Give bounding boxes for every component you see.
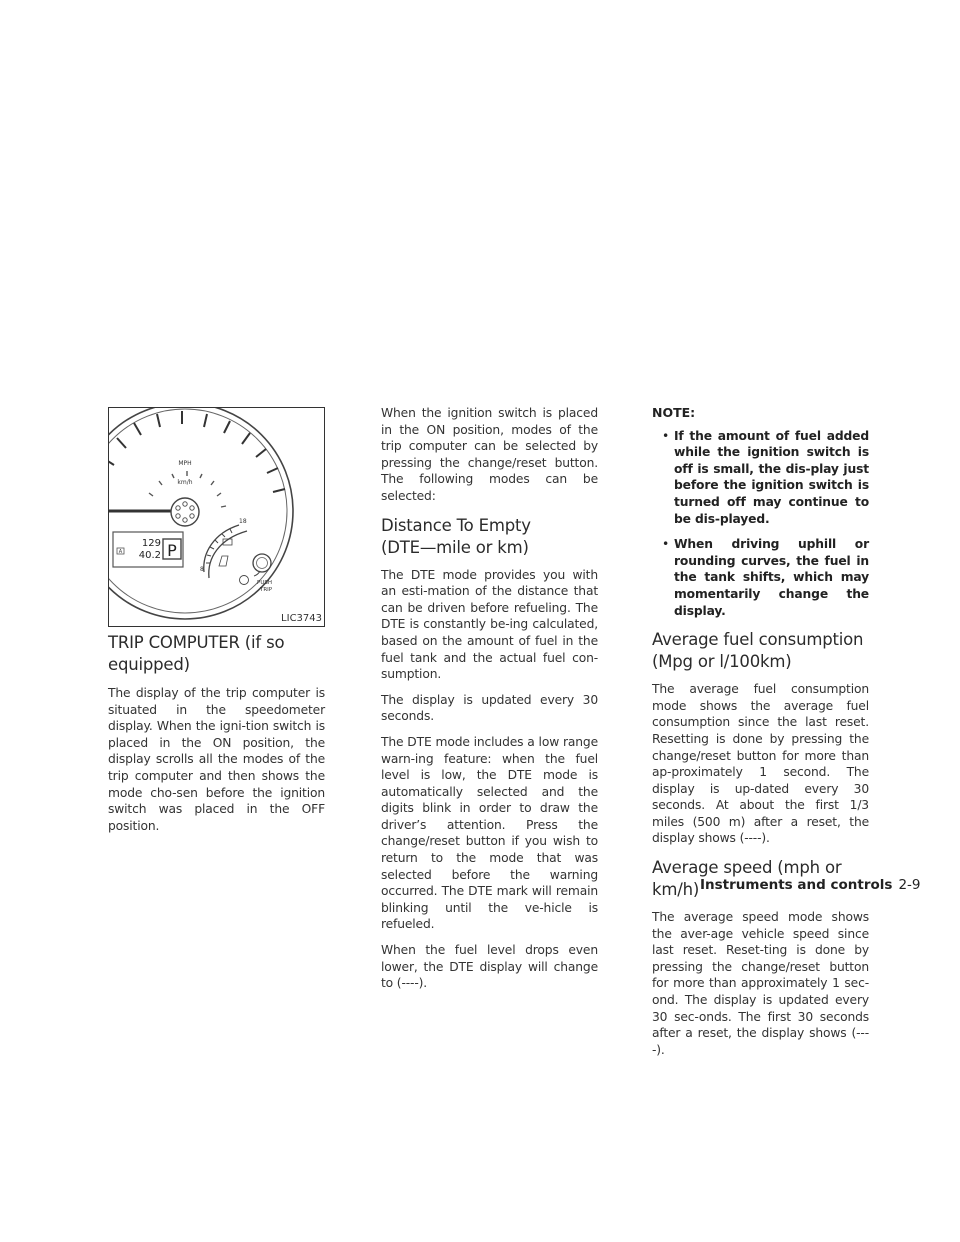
trip-computer-heading: TRIP COMPUTER (if so equipped) — [108, 633, 285, 674]
fuel-full-mark: 18 — [239, 518, 247, 525]
column-1 — [108, 632, 325, 834]
column-3 — [652, 405, 869, 1058]
brightness-icon — [240, 576, 249, 585]
figure-label: LIC3743 — [281, 613, 322, 624]
gauge-unit-mph: MPH — [178, 460, 192, 467]
speedometer-figure — [108, 407, 325, 627]
page-footer — [700, 877, 921, 893]
note-bullet-2 — [652, 536, 869, 619]
trip-value: 40.2 — [138, 550, 161, 561]
dte-paragraph-3: The DTE mode includes a low range warn-ing feature: when the fuel level is low, the DTE mode is automatically selected and the digits blink in order to draw the driver’s attention. Press the change/reset button if you wish to return to the mode that was selected before the warning occurred. The DTE mark will remain blinking until the ve-hicle is refueled. — [381, 734, 598, 932]
speedometer-gauge-illustration — [109, 408, 326, 628]
gear-indicator: P — [167, 541, 177, 560]
note-heading: NOTE: — [652, 405, 696, 420]
dte-paragraph-2: The display is updated every 30 seconds. — [381, 692, 598, 724]
dte-heading-line2: (DTE—mile or km) — [381, 537, 529, 557]
afc-heading-line2: (Mpg or l/100km) — [652, 652, 792, 672]
bullet-dot: • — [662, 537, 670, 552]
footer-section-title: Instruments and controls — [700, 877, 893, 893]
trip-computer-paragraph: The display of the trip computer is situated in the speedometer display. When the igni-tion switch is placed in the ON position, the display scrolls all the modes of the trip computer and then shows the mode cho-sen before the ignition switch was placed in the OFF position. — [108, 686, 325, 833]
afc-heading-line1: Average fuel consumption — [652, 630, 864, 650]
average-speed-heading: Average speed (mph or km/h) — [652, 858, 842, 900]
odometer-value: 129 — [141, 538, 161, 549]
bullet-dot: • — [662, 428, 670, 443]
dte-paragraph-1: The DTE mode provides you with an esti-mation of the distance that can be driven before refueling. The DTE is constantly be-ing calculated, based on the amount of fuel in the fuel tank and the actual fuel con-sumption. — [381, 567, 598, 682]
intro-paragraph: When the ignition switch is placed in the ON position, modes of the trip computer can be selected by pressing the change/reset button. The following modes can be selected: — [381, 406, 598, 503]
afc-paragraph: The average fuel consumption mode shows the average fuel consumption since the last reset. Resetting is done by pressing the change/reset button for more than ap-proximately 1 second. The display is up-dated every 30 seconds. At about the first 1/3 miles (500 m) after a reset, the display shows (----). — [652, 682, 869, 846]
trip-label: TRIP — [260, 587, 273, 593]
average-speed-paragraph: The average speed mode shows the aver-age vehicle speed since last reset. Reset-ting is done by pressing the change/reset button for more than approximately 1 sec-ond. The display is updated every 30 sec-onds. The first 30 seconds after a reset, the display shows (----). — [652, 910, 869, 1057]
indicator-icon: A — [118, 549, 123, 555]
column-2 — [381, 405, 598, 992]
note-bullet-2-text: When driving uphill or rounding curves, the fuel in the tank shifts, which may momentarily change the display. — [674, 537, 869, 618]
fuel-empty-mark: 8 — [200, 566, 204, 573]
dte-heading-line1: Distance To Empty — [381, 515, 531, 535]
dte-paragraph-4: When the fuel level drops even lower, the DTE display will change to (----). — [381, 943, 598, 991]
gauge-unit-kmh: km/h — [177, 479, 193, 486]
note-bullet-1-text: If the amount of fuel added while the ignition switch is off is small, the dis-play just before the ignition switch is turned off may continue to be dis-played. — [674, 428, 869, 526]
footer-page-number: 2-9 — [898, 877, 921, 893]
push-trip-button-icon — [253, 554, 271, 572]
push-label: PUSH — [257, 580, 272, 586]
note-bullet-1 — [652, 428, 869, 528]
fuel-pump-icon — [219, 556, 228, 566]
